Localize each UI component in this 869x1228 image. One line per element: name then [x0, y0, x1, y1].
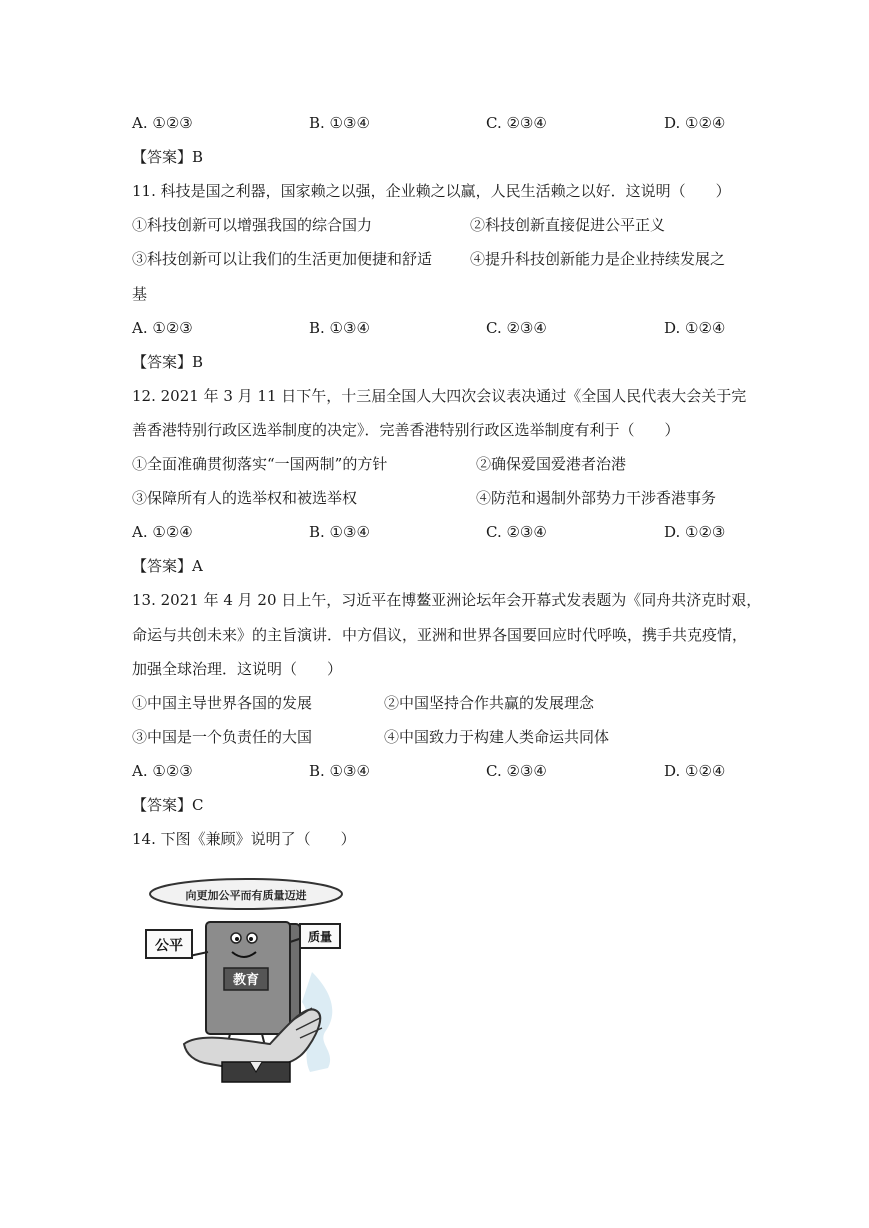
q11-item-4-cont: 基	[132, 285, 148, 303]
q13-stem-line-1: 13. 2021 年 4 月 20 日上午，习近平在博鳌亚洲论坛年会开幕式发表题为《同舟共济克时艰，	[132, 591, 762, 609]
q11-stem: 11. 科技是国之利器，国家赖之以强，企业赖之以赢，人民生活赖之以好．这说明（ ）	[132, 182, 731, 200]
q11-item-3: ③科技创新可以让我们的生活更加便捷和舒适	[132, 250, 433, 268]
q12-answer: 【答案】A	[132, 557, 203, 575]
q12-choice-d: D. ①②③	[664, 523, 726, 541]
q13-item-4: ④中国致力于构建人类命运共同体	[384, 728, 610, 746]
q10-answer: 【答案】B	[132, 148, 204, 166]
q12-item-2: ②确保爱国爱港者治港	[476, 455, 627, 473]
q13-choice-a: A. ①②③	[132, 762, 193, 780]
q11-item-4: ④提升科技创新能力是企业持续发展之	[470, 250, 726, 268]
left-sign-text: 公平	[155, 938, 183, 954]
q13-choice-d: D. ①②④	[664, 762, 726, 780]
q13-item-2: ②中国坚持合作共赢的发展理念	[384, 694, 595, 712]
cartoon-illustration	[140, 872, 350, 1084]
q12-stem-line-1: 12. 2021 年 3 月 11 日下午，十三届全国人大四次会议表决通过《全国人民代表大会关于完	[132, 387, 747, 405]
pupil-right	[249, 937, 253, 941]
q11-item-2: ②科技创新直接促进公平正义	[470, 216, 666, 234]
q12-item-1: ①全面准确贯彻落实“一国两制”的方针	[132, 455, 388, 473]
q11-choice-a: A. ①②③	[132, 319, 193, 337]
right-sign-text: 质量	[307, 930, 333, 944]
q12-item-3: ③保障所有人的选举权和被选举权	[132, 489, 358, 507]
banner-text: 向更加公平而有质量迈进	[185, 889, 307, 902]
q10-choice-b: B. ①③④	[309, 114, 370, 132]
q10-choice-c: C. ②③④	[486, 114, 547, 132]
q11-choice-c: C. ②③④	[486, 319, 547, 337]
q14-stem: 14. 下图《兼顾》说明了（ ）	[132, 830, 356, 848]
cartoon-figure	[140, 872, 350, 1084]
q11-answer: 【答案】B	[132, 353, 204, 371]
q13-item-1: ①中国主导世界各国的发展	[132, 694, 313, 712]
q12-choice-b: B. ①③④	[309, 523, 370, 541]
q13-stem-line-3: 加强全球治理．这说明（ ）	[132, 660, 343, 678]
q12-stem-line-2: 善香港特别行政区选举制度的决定》．完善香港特别行政区选举制度有利于（ ）	[132, 421, 680, 439]
q12-choice-a: A. ①②④	[132, 523, 193, 541]
q10-choice-d: D. ①②④	[664, 114, 726, 132]
q11-choice-d: D. ①②④	[664, 319, 726, 337]
q13-answer: 【答案】C	[132, 796, 204, 814]
q13-choice-c: C. ②③④	[486, 762, 547, 780]
q13-choice-b: B. ①③④	[309, 762, 370, 780]
q11-item-1: ①科技创新可以增强我国的综合国力	[132, 216, 373, 234]
q11-choice-b: B. ①③④	[309, 319, 370, 337]
q12-choice-c: C. ②③④	[486, 523, 547, 541]
book-label-text: 教育	[232, 973, 260, 988]
q12-item-4: ④防范和遏制外部势力干涉香港事务	[476, 489, 717, 507]
pupil-left	[235, 937, 239, 941]
q13-item-3: ③中国是一个负责任的大国	[132, 728, 313, 746]
q13-stem-line-2: 命运与共创未来》的主旨演讲．中方倡议，亚洲和世界各国要回应时代呼唤，携手共克疫情，	[132, 626, 748, 644]
q10-choice-a: A. ①②③	[132, 114, 193, 132]
